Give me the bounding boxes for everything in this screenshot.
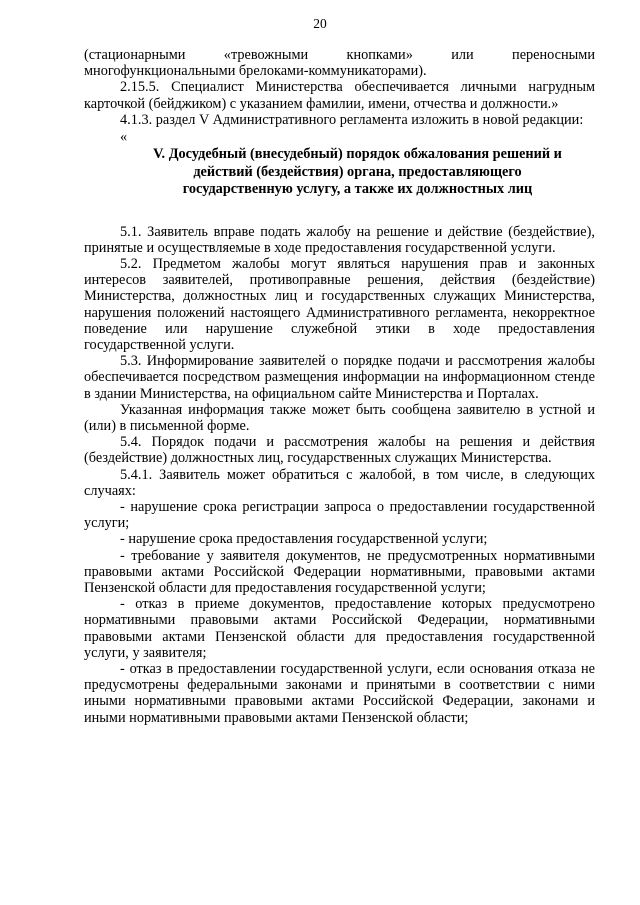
paragraph-5-2: 5.2. Предметом жалобы могут являться нарушения прав и законных интересов заявителей, противоправные решения, действия (бездействие) Министерства, должностных лиц и государственных служащих Министерства, нарушения положений настоящего Административного регламента, некорректное поведение или нарушение служебной этики в ходе предоставления государственной услуги.	[84, 255, 595, 353]
paragraph-5-1: 5.1. Заявитель вправе подать жалобу на решение и действие (бездействие), принятые и осуществляемые в ходе предоставления государственной услуги.	[84, 223, 595, 256]
paragraph-2-15-5: 2.15.5. Специалист Министерства обеспечивается личными нагрудным карточкой (бейджиком) с указанием фамилии, имени, отчества и должности.»	[84, 79, 595, 112]
document-body	[84, 47, 595, 726]
section-heading-line-3: государственную услугу, а также их должностных лиц	[182, 181, 533, 198]
paragraph-5-4: 5.4. Порядок подачи и рассмотрения жалобы на решения и действия (бездействие) должностных лиц, государственных служащих Министерства.	[84, 434, 595, 467]
opening-quote-mark: «	[120, 129, 128, 146]
paragraph-info-note: Указанная информация также может быть сообщена заявителю в устной и (или) в письменной форме.	[84, 401, 595, 434]
paragraph-4-1-3: 4.1.3. раздел V Административного регламента изложить в новой редакции:	[120, 111, 584, 128]
list-item: - отказ в предоставлении государственной услуги, если основания отказа не предусмотрены федеральными законами и принятыми в соответствии с ними иными нормативными правовыми актами Российской Федерации, законами и иными нормативными правовыми актами Пензенской области;	[84, 661, 595, 726]
list-item: - нарушение срока регистрации запроса о предоставлении государственной услуги;	[84, 498, 595, 532]
section-heading-line-2: действий (бездействия) органа, предоставляющего	[193, 163, 522, 180]
section-heading-line-1: V. Досудебный (внесудебный) порядок обжалования решений и	[153, 146, 562, 163]
paragraph-5-3: 5.3. Информирование заявителей о порядке подачи и рассмотрения жалобы обеспечивается посредством размещения информации на информационном стенде в здании Министерства, на официальном сайте Министерства и Порталах.	[84, 353, 595, 402]
paragraph-5-4-1: 5.4.1. Заявитель может обратиться с жалобой, в том числе, в следующих случаях:	[84, 466, 595, 499]
list-item: - нарушение срока предоставления государственной услуги;	[120, 531, 488, 548]
list-item: - требование у заявителя документов, не предусмотренных нормативными правовыми актами Российской Федерации нормативными, правовыми актами Пензенской области для предоставления государственной услуги;	[84, 547, 595, 596]
heading-spacer	[84, 199, 595, 224]
section-heading	[84, 146, 595, 199]
page-number: 20	[313, 16, 327, 31]
paragraph-continuation: (стационарными «тревожными кнопками» или переносными многофункциональными брелоками-коммуникаторами).	[84, 47, 595, 80]
list-item: - отказ в приеме документов, предоставление которых предусмотрено нормативными правовыми актами Российской Федерации, нормативными правовыми актами Пензенской области для предоставления государственной услуги, у заявителя;	[84, 596, 595, 661]
